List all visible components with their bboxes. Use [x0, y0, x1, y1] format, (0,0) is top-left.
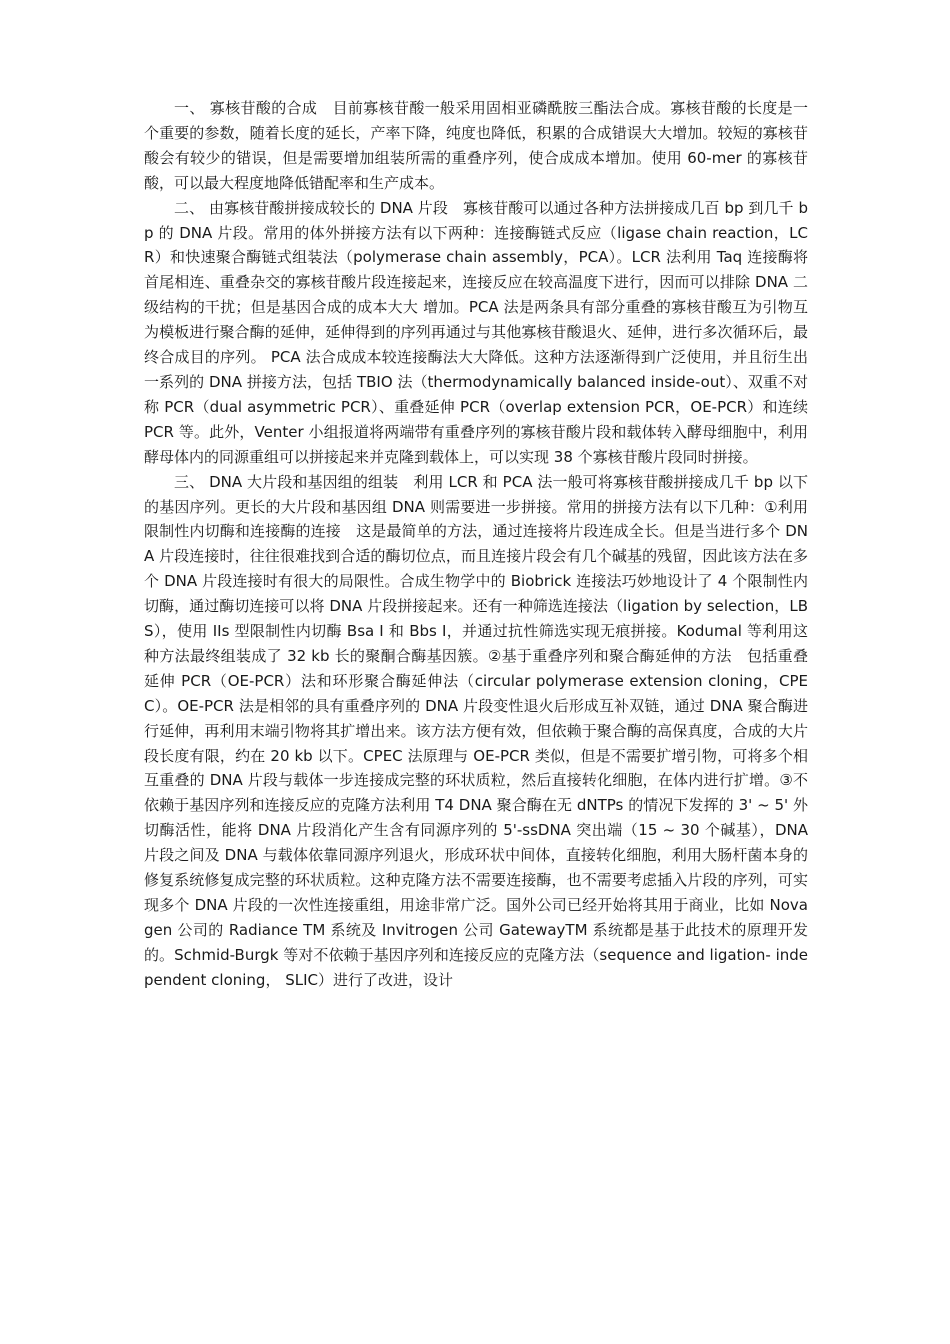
paragraph-genome-assembly: 三、 DNA 大片段和基因组的组装 利用 LCR 和 PCA 法一般可将寡核苷酸拼接成几千 bp 以下的基因序列。更长的大片段和基因组 DNA 则需要进一步拼接。常用的拼接方法有以下几种：①利用限制性内切酶和连接酶的连接 这是最简单的方法，通过连接将片段连成全长。但是当进行多个 DNA 片段连接时，往往很难找到合适的酶切位点，而且连接片段会有几个碱基的残留，因此该方法在多个 DNA 片段连接时有很大的局限性。合成生物学中的 Biobrick 连接法巧妙地设计了 4 个限制性内切酶，通过酶切连接可以将 DNA 片段拼接起来。还有一种筛选连接法（ligation by selection，LBS），使用 IIs 型限制性内切酶 Bsa I 和 Bbs I，并通过抗性筛选实现无痕拼接。Kodumal 等利用这种方法最终组装成了 32 kb 长的聚酮合酶基因簇。②基于重叠序列和聚合酶延伸的方法 包括重叠延伸 PCR（OE-PCR）法和环形聚合酶延伸法（circular polymerase extension cloning，CPEC）。OE-PCR 法是相邻的具有重叠序列的 DNA 片段变性退火后形成互补双链，通过 DNA 聚合酶进行延伸，再利用末端引物将其扩增出来。该方法方便有效，但依赖于聚合酶的高保真度，合成的大片段长度有限，约在 20 kb 以下。CPEC 法原理与 OE-PCR 类似，但是不需要扩增引物，可将多个相互重叠的 DNA 片段与载体一步连接成完整的环状质粒，然后直接转化细胞，在体内进行扩增。③不依赖于基因序列和连接反应的克隆方法利用 T4 DNA 聚合酶在无 dNTPs 的情况下发挥的 3' ~ 5' 外切酶活性，能将 DNA 片段消化产生含有同源序列的 5'-ssDNA 突出端（15 ~ 30 个碱基），DNA 片段之间及 DNA 与载体依靠同源序列退火，形成环状中间体，直接转化细胞，利用大肠杆菌本身的修复系统修复成完整的环状质粒。这种克隆方法不需要连接酶，也不需要考虑插入片段的序列，可实现多个 DNA 片段的一次性连接重组，用途非常广泛。国外公司已经开始将其用于商业，比如 Novagen 公司的 Radiance TM 系统及 Invitrogen 公司 GatewayTM 系统都是基于此技术的原理开发的。Schmid-Burgk 等对不依赖于基因序列和连接反应的克隆方法（sequence and ligation- independent cloning， SLIC）进行了改进，设计 — [144, 472, 808, 989]
document-body — [144, 96, 808, 993]
paragraph-dna-fragment-assembly: 二、 由寡核苷酸拼接成较长的 DNA 片段 寡核苷酸可以通过各种方法拼接成几百 bp 到几千 bp 的 DNA 片段。常用的体外拼接方法有以下两种：连接酶链式反应（ligase chain reaction，LCR）和快速聚合酶链式组装法（polymerase chain assembly，PCA）。LCR 法利用 Taq 连接酶将首尾相连、重叠杂交的寡核苷酸片段连接起来，连接反应在较高温度下进行，因而可以排除 DNA 二级结构的干扰；但是基因合成的成本大大 增加。PCA 法是两条具有部分重叠的寡核苷酸互为引物互为模板进行聚合酶的延伸，延伸得到的序列再通过与其他寡核苷酸退火、延伸，进行多次循环后，最终合成目的序列。 PCA 法合成成本较连接酶法大大降低。这种方法逐渐得到广泛使用，并且衍生出一系列的 DNA 拼接方法，包括 TBIO 法（thermodynamically balanced inside-out）、双重不对称 PCR（dual asymmetric PCR）、重叠延伸 PCR（overlap extension PCR，OE-PCR）和连续 PCR 等。此外，Venter 小组报道将两端带有重叠序列的寡核苷酸片段和载体转入酵母细胞中，利用酵母体内的同源重组可以拼接起来并克隆到载体上，可以实现 38 个寡核苷酸片段同时拼接。 — [144, 198, 808, 466]
paragraph-oligonucleotide-synthesis: 一、 寡核苷酸的合成 目前寡核苷酸一般采用固相亚磷酰胺三酯法合成。寡核苷酸的长度是一个重要的参数，随着长度的延长，产率下降，纯度也降低，积累的合成错误大大增加。较短的寡核苷酸会有较少的错误，但是需要增加组装所需的重叠序列，使合成成本增加。使用 60-mer 的寡核苷酸，可以最大程度地降低错配率和生产成本。 — [144, 99, 808, 192]
